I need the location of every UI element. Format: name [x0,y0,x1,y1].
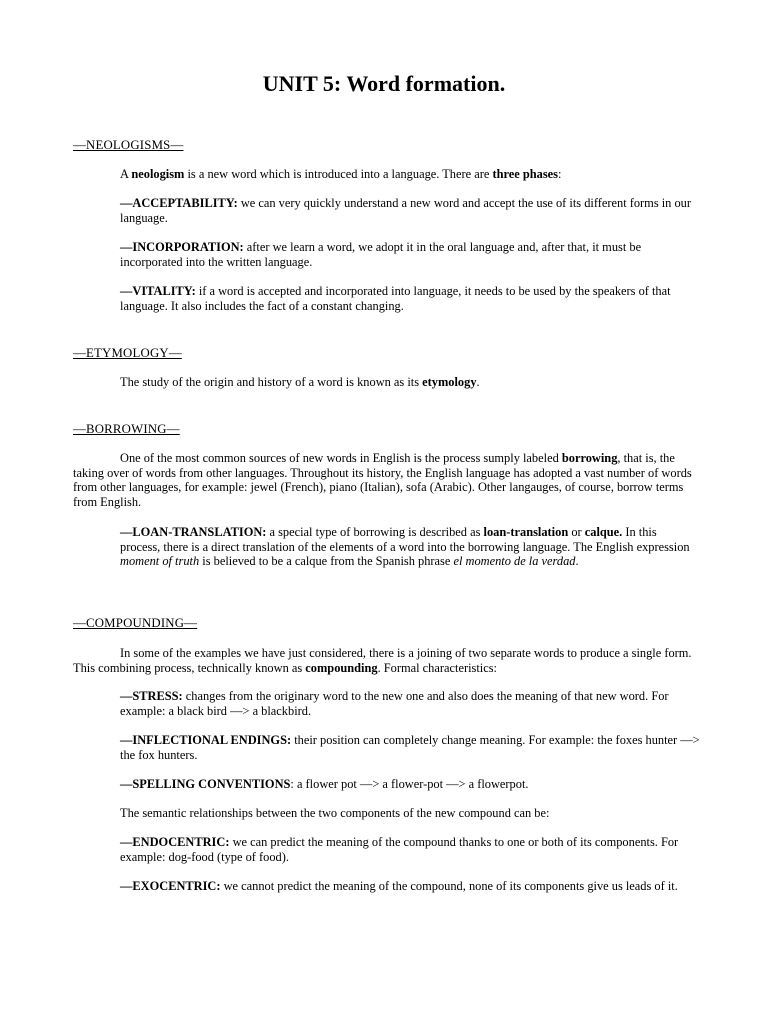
heading-borrowing: —BORROWING— [73,422,180,436]
compounding-paragraph: In some of the examples we have just considered, there is a joining of two separate words to produce a single form. This combining process, technically known as compounding. Formal characteristics: [73,646,692,675]
heading-etymology: —ETYMOLOGY— [73,346,182,360]
exocentric-term: —EXOCENTRIC: [120,879,221,893]
page-title: UNIT 5: Word formation. [262,71,506,96]
inflectional-endings-term: —INFLECTIONAL ENDINGS: [120,733,292,747]
incorporation-paragraph: —INCORPORATION: after we learn a word, we adopt it in the oral language and, after that, it must be incorporated into the written language. [120,240,642,269]
spelling-conventions-term: —SPELLING CONVENTIONS [120,777,291,791]
vitality-term: —VITALITY: [120,284,196,298]
incorporation-term: —INCORPORATION: [120,240,244,254]
loan-translation-term: —LOAN-TRANSLATION: [120,525,267,539]
stress-term: —STRESS: [120,689,183,703]
borrowing-paragraph: One of the most common sources of new words in English is the process sumply labeled borrowing, that is, the taking over of words from other languages. Throughout its history, the English language has adopted a vast number of words from other languages, for example: jewel (French), piano (Italian), sofa (Arabic). Other langauges, of course, borrow terms from English. [73,451,692,509]
loan-translation-paragraph: —LOAN-TRANSLATION: a special type of borrowing is described as loan-translation or calque. In this process, there is a direct translation of the elements of a word into the borrowing language. The English expression moment of truth is believed to be a calque from the Spanish phrase el momento de la verdad. [120,525,690,569]
neologism-intro: A neologism is a new word which is introduced into a language. There are three phases: [120,167,562,181]
stress-paragraph: —STRESS: changes from the originary word to the new one and also does the meaning of that new word. For example: a black bird —> a blackbird. [120,689,669,718]
vitality-paragraph: —VITALITY: if a word is accepted and incorporated into language, it needs to be used by the speakers of that language. It also includes the fact of a constant changing. [120,284,671,313]
acceptability-paragraph: —ACCEPTABILITY: we can very quickly understand a new word and accept the use of its different forms in our language. [120,196,691,225]
spelling-conventions-paragraph: —SPELLING CONVENTIONS: a flower pot —> a flower-pot —> a flowerpot. [120,777,529,791]
etymology-paragraph: The study of the origin and history of a word is known as its etymology. [120,375,480,389]
acceptability-term: —ACCEPTABILITY: [120,196,238,210]
heading-compounding: —COMPOUNDING— [73,616,198,630]
semantic-relationships-paragraph: The semantic relationships between the two components of the new compound can be: [120,806,550,820]
inflectional-endings-paragraph: —INFLECTIONAL ENDINGS: their position can completely change meaning. For example: the foxes hunter —> the fox hunters. [120,733,700,762]
heading-neologisms: —NEOLOGISMS— [73,138,184,152]
exocentric-paragraph: —EXOCENTRIC: we cannot predict the meaning of the compound, none of its components give us leads of it. [120,879,678,893]
endocentric-paragraph: —ENDOCENTRIC: we can predict the meaning of the compound thanks to one or both of its components. For example: dog-food (type of food). [120,835,679,864]
endocentric-term: —ENDOCENTRIC: [120,835,230,849]
